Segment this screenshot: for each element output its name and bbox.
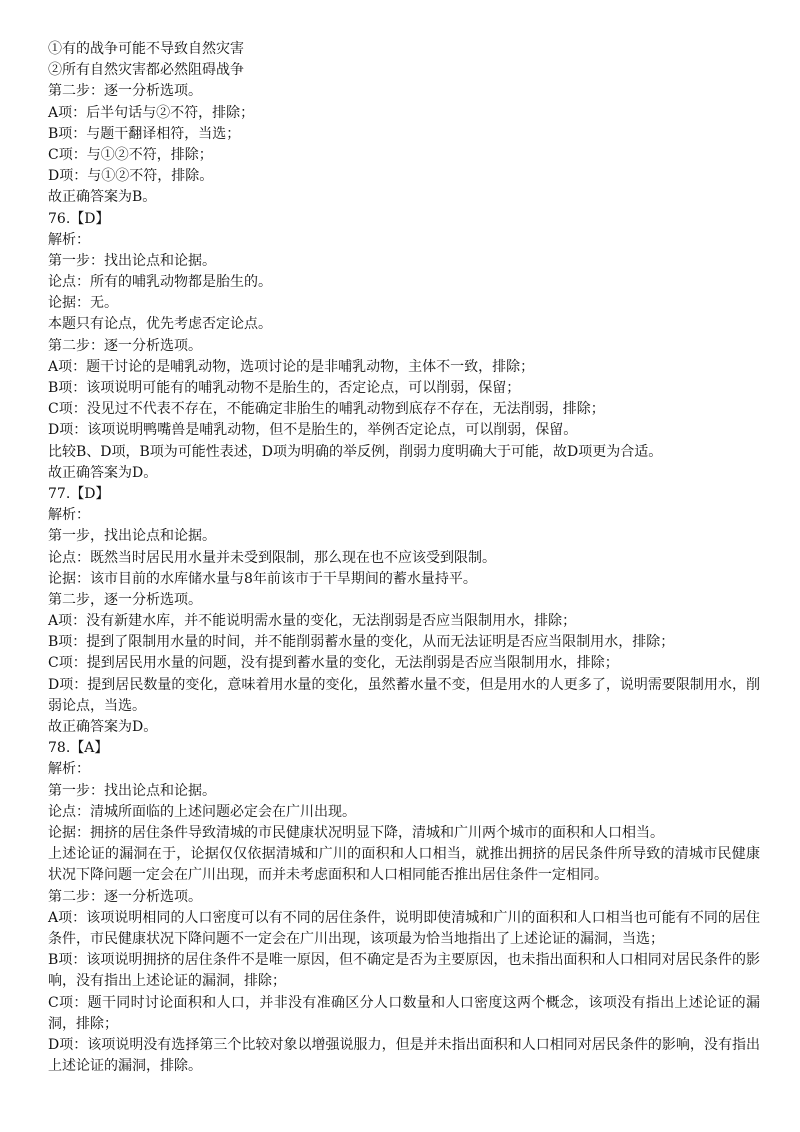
option-d: D项：提到居民数量的变化，意味着用水量的变化，虽然蓄水量不变，但是用水的人更多了，说明需要限制用水，削弱论点，当选。	[48, 676, 760, 714]
analysis-heading: 解析：	[48, 761, 90, 778]
answer-line: 故正确答案为D。	[48, 719, 158, 736]
answer-line: 故正确答案为B。	[48, 189, 157, 206]
option-b: B项：与题干翻译相符，当选；	[48, 125, 241, 142]
option-a: A项：后半句话与②不符，排除；	[48, 104, 255, 121]
option-c: C项：提到居民用水量的问题，没有提到蓄水量的变化，无法削弱是否应当限制用水，排除；	[48, 655, 619, 672]
premise-line-1: ①有的战争可能不导致自然灾害	[48, 41, 244, 57]
argument-point: 论点：清城所面临的上述问题必定会在广川出现。	[48, 803, 356, 820]
option-b: B项：该项说明拥挤的居住条件不是唯一原因，但不确定是否为主要原因，也未指出面积和人口相同对居民条件的影响，没有指出上述论证的漏洞，排除；	[48, 952, 760, 990]
step-heading: 第二步，逐一分析选项。	[48, 591, 202, 608]
step-heading: 第一步：找出论点和论据。	[48, 252, 216, 269]
premise-line-2: ②所有自然灾害都必然阻碍战争	[48, 62, 244, 79]
argument-point: 论点：所有的哺乳动物都是胎生的。	[48, 274, 272, 291]
question-number-77: 77.【D】	[48, 485, 110, 502]
option-d: D项：该项说明没有选择第三个比较对象以增强说服力，但是并未指出面积和人口相同对居民条件的影响，没有指出上述论证的漏洞，排除。	[48, 1036, 760, 1075]
argument-point: 论点：既然当时居民用水量并未受到限制，那么现在也不应该受到限制。	[48, 549, 496, 566]
analysis-heading: 解析：	[48, 231, 90, 248]
step-heading: 第二步：逐一分析选项。	[48, 83, 202, 100]
argument-evidence: 论据：该市目前的水库储水量与8年前该市于干旱期间的蓄水量持平。	[48, 570, 477, 587]
analysis-note: 本题只有论点，优先考虑否定论点。	[48, 316, 272, 333]
option-a: A项：没有新建水库，并不能说明需水量的变化，无法削弱是否应当限制用水，排除；	[48, 613, 577, 630]
argument-evidence: 论据：无。	[48, 295, 118, 312]
question-number-78: 78.【A】	[48, 740, 109, 757]
option-c: C项：与①②不符，排除；	[48, 146, 213, 163]
analysis-heading: 解析：	[48, 507, 90, 524]
option-a: A项：该项说明相同的人口密度可以有不同的居住条件，说明即使清城和广川的面积和人口相当也可能有不同的居住条件，市民健康状况下降问题不一定会在广川出现，该项最为恰当地指出了上述论证的漏洞，当选；	[48, 909, 760, 947]
question-number-76: 76.【D】	[48, 210, 110, 227]
step-heading: 第一步：找出论点和论据。	[48, 782, 216, 799]
answer-line: 故正确答案为D。	[48, 464, 158, 481]
flaw-explanation: 上述论证的漏洞在于，论据仅仅依据清城和广川的面积和人口相当，就推出拥挤的居民条件所导致的清城市民健康状况下降问题一定会在广川出现，而并未考虑面积和人口相同能否推出居住条件一定相同。	[48, 846, 760, 884]
document-page	[48, 39, 760, 1077]
step-heading: 第一步，找出论点和论据。	[48, 528, 216, 545]
argument-evidence: 论据：拥挤的居住条件导致清城的市民健康状况明显下降，清城和广川两个城市的面积和人口相当。	[48, 824, 664, 841]
option-b: B项：该项说明可能有的哺乳动物不是胎生的，否定论点，可以削弱，保留；	[48, 380, 521, 396]
option-c: C项：没见过不代表不存在，不能确定非胎生的哺乳动物到底存不存在，无法削弱，排除；	[48, 401, 605, 418]
option-d: D项：该项说明鸭嘴兽是哺乳动物，但不是胎生的，举例否定论点，可以削弱，保留。	[48, 422, 578, 439]
step-heading: 第二步：逐一分析选项。	[48, 337, 202, 354]
option-a: A项：题干讨论的是哺乳动物，选项讨论的是非哺乳动物，主体不一致，排除；	[48, 358, 535, 375]
option-b: B项：提到了限制用水量的时间，并不能削弱蓄水量的变化，从而无法证明是否应当限制用水，排除；	[48, 634, 675, 651]
option-d: D项：与①②不符，排除。	[48, 168, 214, 185]
option-c: C项：题干同时讨论面积和人口，并非没有准确区分人口数量和人口密度这两个概念，该项没有指出上述论证的漏洞，排除；	[48, 994, 760, 1032]
step-heading: 第二步：逐一分析选项。	[48, 888, 202, 905]
comparison-note: 比较B、D项，B项为可能性表述，D项为明确的举反例，削弱力度明确大于可能，故D项更为合适。	[48, 443, 663, 460]
